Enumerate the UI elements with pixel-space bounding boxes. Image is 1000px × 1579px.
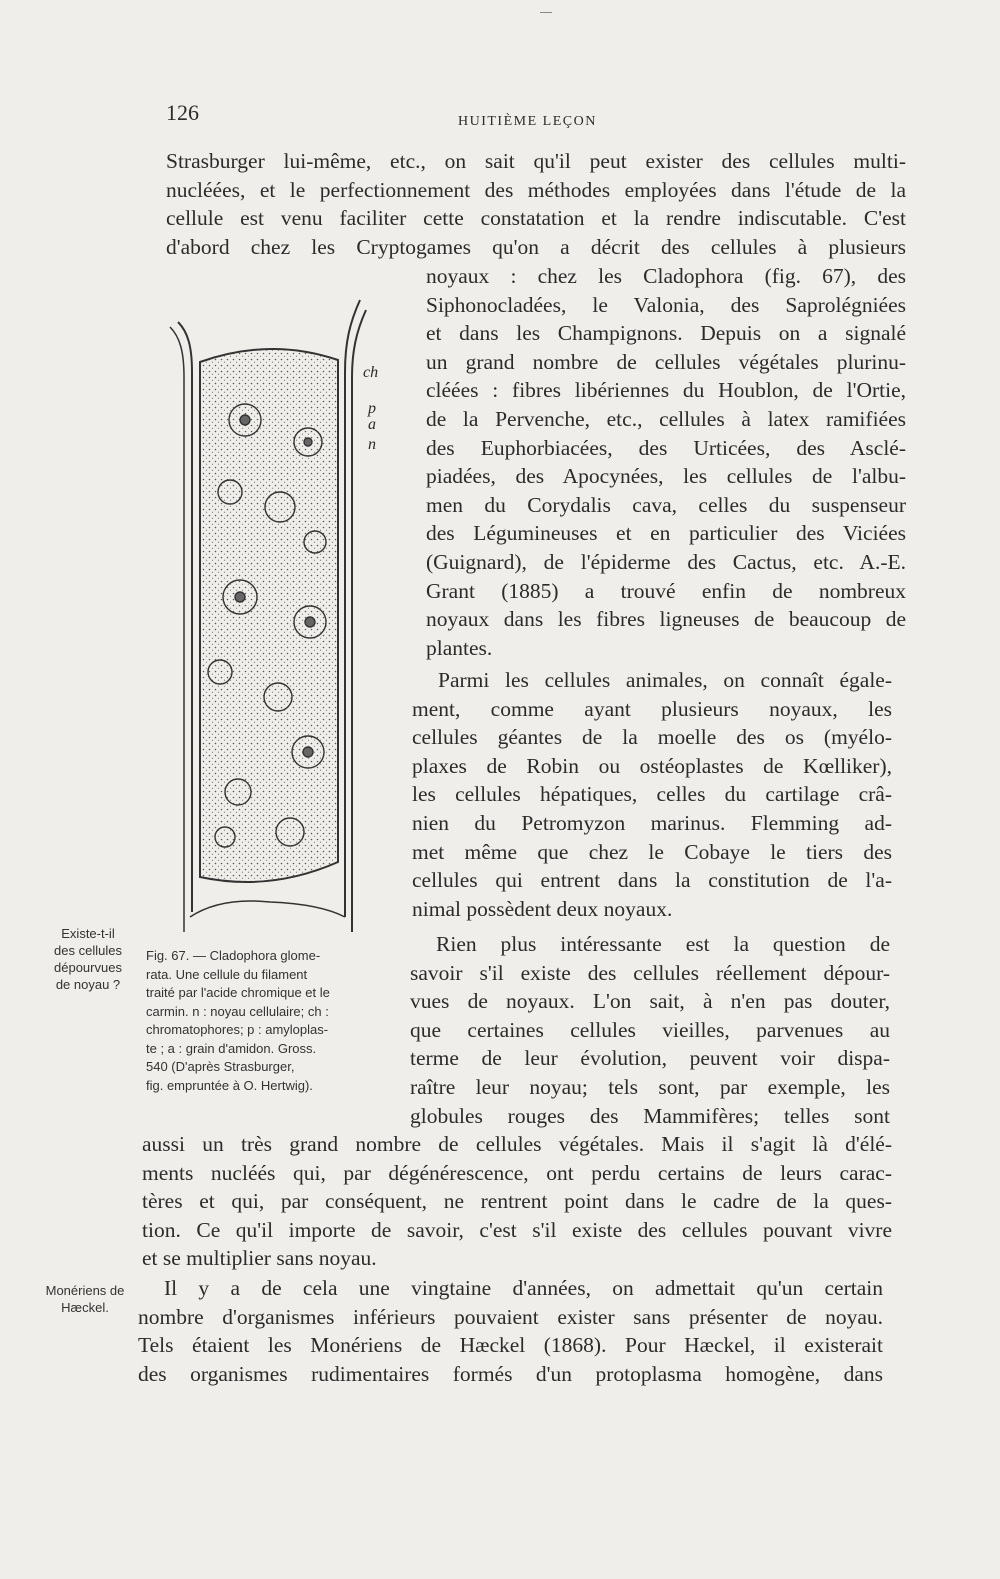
text-line: d'abord chez les Cryptogames qu'on a décrit des cellules à plusieurs [166, 234, 906, 259]
text-line: nucléées, et le perfectionnement des méthodes employées dans l'étude de la [166, 177, 906, 202]
text-line: tion. Ce qu'il importe de savoir, c'est s'il existe des cellules pouvant vivre [142, 1217, 892, 1242]
paragraph-4 [138, 1274, 883, 1388]
text-line: Siphonocladées, le Valonia, des Saprolégniées [426, 292, 906, 317]
text-line: ments nucléés qui, par dégénérescence, ont perdu certains de leurs carac- [142, 1160, 892, 1185]
margin-note-line: dépourvues [54, 960, 122, 975]
paragraph-1-top [166, 147, 906, 261]
caption-line: Fig. 67. — Cladophora glome- [146, 948, 321, 963]
margin-note-line: Hæckel. [61, 1300, 109, 1315]
caption-line: te ; a : grain d'amidon. Gross. [146, 1040, 317, 1056]
cladophora-cell-illustration [160, 292, 390, 942]
top-mark [540, 12, 552, 13]
page-number: 126 [166, 100, 199, 125]
margin-note-line: des cellules [54, 943, 122, 958]
text-line: et dans les Champignons. Depuis on a signalé [426, 321, 906, 346]
text-line: cellules qui entrent dans la constitution de l'a- [412, 868, 892, 893]
caption-line: traité par l'acide chromique et le [146, 985, 330, 1000]
text-line: Parmi les cellules animales, on connaît égale- [438, 668, 892, 692]
text-line: des Euphorbiacées, des Urticées, des Asclé- [426, 435, 906, 460]
text-line: Rien plus intéressante est la question de [436, 932, 890, 956]
text-line: ment, comme ayant plusieurs noyaux, les [412, 696, 892, 721]
caption-line: fig. empruntée à O. Hertwig). [146, 1077, 313, 1093]
margin-note-moneres [30, 1282, 140, 1316]
text-line: nombre d'organismes inférieurs pouvaient exister sans présenter de noyau. [138, 1304, 883, 1329]
text-line: des organismes rudimentaires formés d'un protoplasma homogène, dans [138, 1361, 883, 1386]
text-line: savoir s'il existe des cellules réellement dépour- [410, 960, 890, 985]
paragraph-1-wrap [426, 262, 906, 662]
text-line: raître leur noyau; tels sont, par exemple, les [410, 1074, 890, 1099]
paragraph-2 [412, 666, 892, 923]
running-title: HUITIÈME LEÇON [458, 114, 597, 129]
margin-note-line: Monériens de [45, 1283, 125, 1298]
text-line: met même que chez le Cobaye le tiers des [412, 839, 892, 864]
caption-line: rata. Une cellule du filament [146, 966, 308, 982]
text-line: plantes. [426, 635, 493, 660]
text-line: nien du Petromyzon marinus. Flemming ad- [412, 810, 892, 835]
margin-note-line: Existe-t-il [61, 926, 115, 941]
text-line: Grant (1885) a trouvé enfin de nombreux [426, 578, 906, 603]
text-line: vues de noyaux. L'on sait, à n'en pas douter, [410, 989, 890, 1014]
margin-note-nucleus [40, 925, 136, 993]
margin-note-line: de noyau ? [55, 977, 121, 992]
caption-line: chromatophores; p : amyloplas- [146, 1022, 329, 1037]
text-line: terme de leur évolution, peuvent voir dispa- [410, 1046, 890, 1071]
label-ch: ch [363, 364, 379, 381]
cladophora-figure [160, 292, 390, 942]
text-line: (Guignard), de l'épiderme des Cactus, etc. A.-E. [426, 549, 906, 574]
text-line: Strasburger lui-même, etc., on sait qu'il peut exister des cellules multi- [166, 149, 906, 173]
text-line: Il y a de cela une vingtaine d'années, on admettait qu'un certain [164, 1276, 883, 1300]
text-line: tères et qui, par conséquent, ne rentrent point dans le cadre de la ques- [142, 1189, 892, 1214]
paragraph-3-wrap [410, 930, 890, 1130]
text-line: aussi un très grand nombre de cellules végétales. Mais il s'agit là d'élé- [142, 1132, 892, 1156]
text-line: globules rouges des Mammifères; telles sont [410, 1103, 890, 1128]
text-line: piadées, des Apocynées, les cellules de l'albu- [426, 464, 906, 489]
label-a: a [368, 416, 376, 433]
label-n: n [368, 436, 376, 453]
paragraph-3-full [142, 1130, 892, 1273]
text-line: plaxes de Robin ou ostéoplastes de Kœlliker), [412, 753, 892, 778]
text-line: des Légumineuses et en particulier des Viciées [426, 521, 906, 546]
text-line: de la Pervenche, etc., cellules à latex ramifiées [426, 406, 906, 431]
text-line: et se multiplier sans noyau. [142, 1246, 377, 1271]
text-line: cellule est venu faciliter cette constatation et la rendre indiscutable. C'est [166, 206, 906, 231]
text-line: Tels étaient les Monériens de Hæckel (1868). Pour Hæckel, il existerait [138, 1333, 883, 1358]
label-p: p [368, 400, 376, 417]
text-line: noyaux dans les fibres ligneuses de beaucoup de [426, 607, 906, 632]
text-line: les cellules hépatiques, celles du cartilage crâ- [412, 782, 892, 807]
text-line: cléées : fibres libériennes du Houblon, de l'Ortie, [426, 378, 906, 403]
figure-caption [146, 947, 390, 1095]
text-line: que certaines cellules vieilles, parvenues au [410, 1017, 890, 1042]
text-line: men du Corydalis cava, celles du suspenseur [426, 492, 906, 517]
text-line: noyaux : chez les Cladophora (fig. 67), des [426, 264, 906, 288]
text-line: un grand nombre de cellules végétales plurinu- [426, 349, 906, 374]
caption-line: carmin. n : noyau cellulaire; ch : [146, 1003, 329, 1019]
text-line: cellules géantes de la moelle des os (myélo- [412, 725, 892, 750]
text-line: nimal possèdent deux noyaux. [412, 896, 673, 921]
caption-line: 540 (D'après Strasburger, [146, 1059, 295, 1074]
